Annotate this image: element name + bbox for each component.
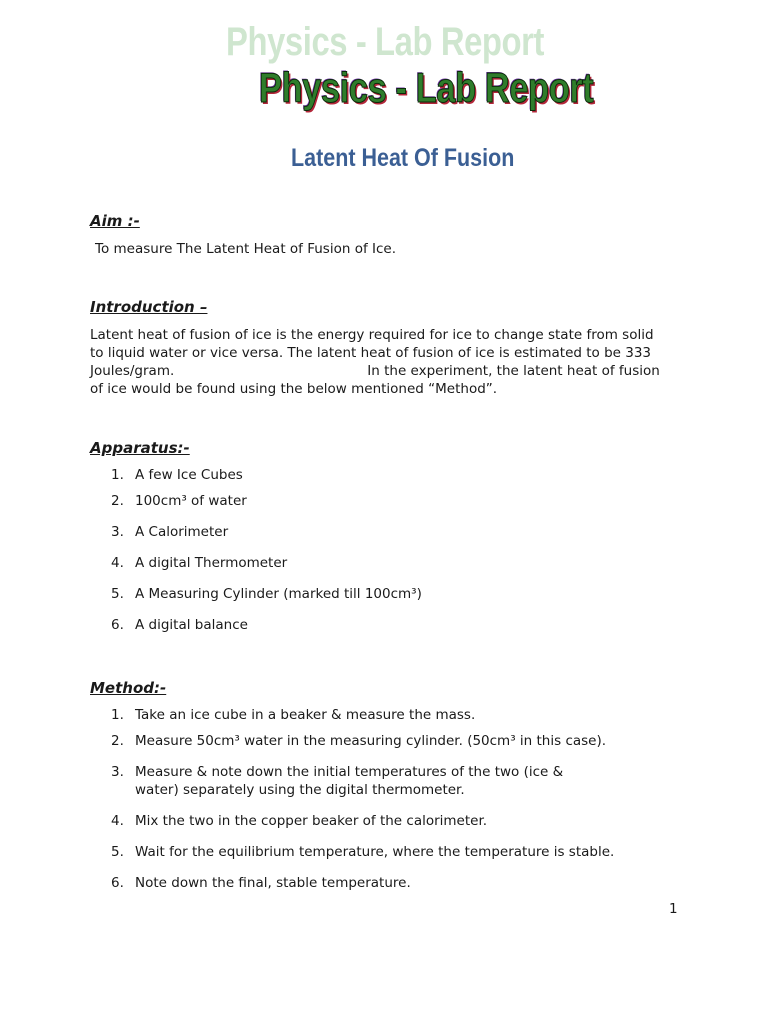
page-number: 1 (669, 901, 678, 917)
method-step (111, 843, 671, 861)
apparatus-item (111, 492, 671, 510)
method-step (111, 763, 611, 799)
list-number: 5. (111, 586, 124, 602)
apparatus-item (111, 466, 671, 484)
list-text: A digital balance (135, 617, 248, 633)
introduction-line-part: Joules/gram. (90, 363, 175, 379)
wordart-title-shadow: Physics - Lab Report (226, 20, 545, 64)
list-text: Wait for the equilibrium temperature, where the temperature is stable. (135, 844, 615, 860)
apparatus-item (111, 616, 671, 634)
introduction-line-part: In the experiment, the latent heat of fusion (367, 363, 660, 379)
method-step (111, 812, 671, 830)
list-number: 2. (111, 493, 124, 509)
apparatus-heading: Apparatus:- (90, 439, 190, 457)
list-number: 1. (111, 707, 124, 723)
apparatus-item (111, 554, 671, 572)
list-number: 6. (111, 617, 124, 633)
method-step (111, 874, 671, 892)
list-number: 4. (111, 813, 124, 829)
list-text: 100cm³ of water (135, 493, 247, 509)
document-subtitle: Latent Heat Of Fusion (291, 144, 515, 172)
list-number: 6. (111, 875, 124, 891)
introduction-line: of ice would be found using the below mentioned “Method”. (90, 381, 498, 397)
introduction-line: Latent heat of fusion of ice is the energy required for ice to change state from solid (90, 327, 654, 343)
method-heading: Method:- (90, 679, 167, 697)
list-number: 3. (111, 524, 124, 540)
list-number: 1. (111, 467, 124, 483)
apparatus-item (111, 585, 671, 603)
list-text: Measure 50cm³ water in the measuring cylinder. (50cm³ in this case). (135, 733, 607, 749)
apparatus-item (111, 523, 671, 541)
list-text: Note down the final, stable temperature. (135, 875, 411, 891)
aim-text: To measure The Latent Heat of Fusion of Ice. (95, 241, 397, 257)
list-text: A Measuring Cylinder (marked till 100cm³) (135, 586, 422, 602)
list-number: 2. (111, 733, 124, 749)
method-step (111, 732, 671, 750)
list-text: Take an ice cube in a beaker & measure the mass. (135, 707, 476, 723)
list-text: A few Ice Cubes (135, 467, 243, 483)
method-step (111, 706, 671, 724)
introduction-line: to liquid water or vice versa. The latent heat of fusion of ice is estimated to be 333 (90, 345, 652, 361)
aim-heading: Aim :- (90, 212, 140, 230)
list-text: Measure & note down the initial temperatures of the two (ice & water) separately using the digital thermometer. (135, 764, 564, 798)
wordart-title: Physics - Lab Report (259, 64, 594, 111)
list-number: 5. (111, 844, 124, 860)
list-text: A Calorimeter (135, 524, 229, 540)
introduction-heading: Introduction – (90, 298, 208, 316)
list-number: 4. (111, 555, 124, 571)
introduction-text (90, 326, 680, 398)
introduction-line (90, 362, 680, 380)
list-text: A digital Thermometer (135, 555, 288, 571)
list-text: Mix the two in the copper beaker of the calorimeter. (135, 813, 488, 829)
list-number: 3. (111, 764, 124, 780)
